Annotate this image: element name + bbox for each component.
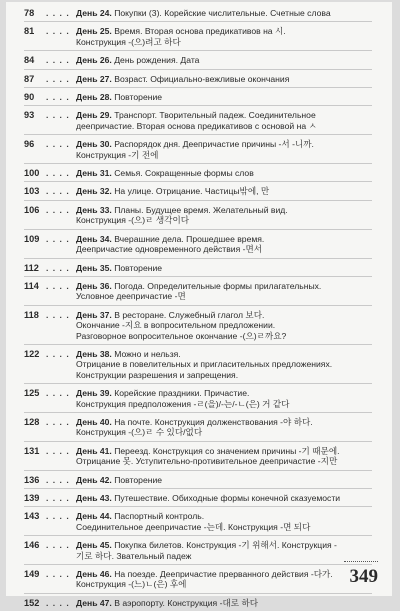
toc-entry-line [76, 331, 372, 341]
toc-entry-day: День 39. [76, 388, 112, 399]
toc-entry-page: 143 [24, 511, 40, 522]
toc-entry-content [76, 310, 372, 341]
toc-entry-content [76, 598, 372, 608]
toc-entry-content [76, 92, 372, 102]
toc-entry-text: День рождения. Дата [114, 55, 200, 66]
toc-entry-content [76, 168, 372, 178]
toc-entry-line [76, 475, 372, 485]
toc-entry-line [76, 110, 372, 120]
toc-entry-day: День 44. [76, 511, 112, 522]
toc-entry-page: 146 [24, 540, 40, 551]
toc-entry-text: Планы. Будущее время. Желательный вид. [114, 204, 288, 215]
toc-leader-dots: . . . . [46, 445, 70, 456]
toc-entry-line [76, 291, 372, 301]
toc-entry-day: День 25. [76, 26, 112, 37]
toc-entry [24, 594, 372, 611]
toc-entry-page: 118 [24, 309, 39, 320]
toc-entry-page: 96 [24, 139, 35, 150]
toc-entry-line [76, 244, 372, 254]
toc-entry-text: Можно и нельзя. [114, 348, 181, 359]
toc-entry-day: День 35. [76, 262, 112, 273]
toc-entry-page: 78 [24, 8, 35, 18]
toc-entry-line [76, 417, 372, 427]
toc-entry-content [76, 569, 372, 590]
toc-leader-dots: . . . . [46, 569, 70, 580]
toc-entry-line [76, 540, 372, 550]
toc-entry-text: В ресторане. Служебный глагол 보다. [114, 309, 265, 320]
toc-entry-line [76, 349, 372, 359]
toc-entry-text: Повторение [114, 474, 163, 485]
toc-entry-text: Конструкции разрешения и запрещения. [76, 369, 239, 380]
toc-entry-line [76, 579, 372, 589]
toc-entry-text: Покупки (3). Корейские числительные. Счетные слова [114, 8, 331, 18]
toc-entry-content [76, 475, 372, 485]
toc-entry-text: Конструкция -기 전에 [76, 149, 159, 160]
toc-entry-content [76, 234, 372, 255]
toc-entry [24, 413, 372, 442]
toc-entry-text: Конструкция -(느)ㄴ(은) 후에 [76, 579, 187, 590]
toc-leader-dots: . . . . [46, 262, 70, 273]
toc-leader-dots: . . . . [46, 55, 70, 66]
toc-entry [24, 259, 372, 277]
toc-entry-text: Конструкция -(으)ㄹ 수 있다/없다 [76, 427, 203, 438]
toc-entry-line [76, 186, 372, 196]
toc-leader-dots: . . . . [46, 309, 70, 320]
toc-entry-text: На улице. Отрицание. Частицы밖에, 만 [114, 186, 270, 197]
toc-entry-text: Покупка билетов. Конструкция -기 위해서. Конструкция - [114, 540, 337, 551]
toc-entry-line [76, 511, 372, 521]
toc-entry-line [76, 427, 372, 437]
toc-entry [24, 345, 372, 384]
toc-entry-content [76, 139, 372, 160]
toc-entry-line [76, 493, 372, 503]
toc-entry-text: Соединительное деепричастие -는데. Конструкция -면 되다 [76, 521, 311, 532]
toc-entry-page: 152 [24, 597, 40, 608]
toc-entry-content [76, 186, 372, 196]
toc-entry-content [76, 388, 372, 409]
toc-entry-day: День 32. [76, 186, 112, 197]
toc-entry-line [76, 446, 372, 456]
toc-entry-content [76, 74, 372, 84]
toc-entry-day: День 26. [76, 55, 112, 66]
toc-leader-dots: . . . . [46, 388, 70, 399]
book-page [6, 2, 392, 608]
toc-entry-content [76, 511, 372, 532]
toc-entry-page: 100 [24, 168, 40, 179]
toc-entry-day: День 33. [76, 204, 112, 215]
toc-entry-page: 109 [24, 233, 40, 244]
toc-entry-line [76, 8, 372, 18]
toc-entry-day: День 38. [76, 348, 112, 359]
toc-entry-day: День 42. [76, 474, 112, 485]
toc-entry-text: Деепричастие одновременного действия -면서 [76, 244, 263, 255]
toc-entry-text: Разговорное вопросительное окончание -(으)ㄹ까요? [76, 330, 287, 341]
toc-entry-line [76, 598, 372, 608]
toc-entry [24, 22, 372, 51]
toc-leader-dots: . . . . [46, 511, 70, 522]
toc-entry-text: Транспорт. Творительный падеж. Соединительное [114, 110, 316, 121]
toc-entry-line [76, 310, 372, 320]
toc-entry-content [76, 205, 372, 226]
toc-entry [24, 536, 372, 565]
toc-entry-line [76, 370, 372, 380]
toc-entry-text: Конструкция -(으)ㄹ 생각이다 [76, 215, 190, 226]
toc-entry-line [76, 234, 372, 244]
toc-entry [24, 135, 372, 164]
toc-entry-page: 114 [24, 280, 39, 291]
toc-entry [24, 230, 372, 259]
toc-entry [24, 442, 372, 471]
toc-entry-day: День 28. [76, 92, 112, 103]
toc-entry-line [76, 263, 372, 273]
toc-entry-text: В аэропорту. Конструкция -대로 하다 [114, 597, 259, 608]
toc-entry-page: 84 [24, 55, 35, 66]
toc-leader-dots: . . . . [46, 8, 70, 18]
toc-entry-text: Конструкция предположения -ㄹ(을)/-는/-ㄴ(은) 거 같다 [76, 398, 290, 409]
toc-entry-text: Повторение [114, 262, 163, 273]
toc-leader-dots: . . . . [46, 204, 70, 215]
toc-entry-day: День 41. [76, 445, 112, 456]
toc-entry-day: День 43. [76, 493, 112, 503]
toc-entry [24, 164, 372, 182]
toc-entry-line [76, 456, 372, 466]
toc-entry-page: 139 [24, 493, 40, 503]
toc-entry-page: 81 [24, 26, 35, 37]
toc-entry-line [76, 320, 372, 330]
toc-leader-dots: . . . . [46, 186, 70, 197]
toc-entry-content [76, 26, 372, 47]
toc-entry-page: 131 [24, 445, 40, 456]
toc-entry-text: 기로 하다. Звательный падеж [76, 550, 192, 561]
toc-entry-day: День 36. [76, 280, 112, 291]
toc-entry-page: 136 [24, 474, 40, 485]
toc-leader-dots: . . . . [46, 280, 70, 291]
toc-entry [24, 4, 372, 22]
toc-entry-line [76, 569, 372, 579]
toc-entry-day: День 37. [76, 309, 112, 320]
toc-entry [24, 384, 372, 413]
toc-leader-dots: . . . . [46, 26, 70, 37]
toc-leader-dots: . . . . [46, 474, 70, 485]
toc-entry-text: Возраст. Официально-вежливые окончания [114, 73, 290, 84]
toc-entry-line [76, 215, 372, 225]
toc-entry-text: Отрицание 못. Уступительно-противительное деепричастие -지만 [76, 456, 338, 467]
toc-entry-day: День 30. [76, 139, 112, 150]
toc-leader-dots: . . . . [46, 139, 70, 150]
toc-entry-text: Вчерашние дела. Прошедшее время. [114, 233, 265, 244]
toc-entry-line [76, 281, 372, 291]
toc-entry-day: День 24. [76, 8, 112, 18]
toc-entry-day: День 40. [76, 416, 112, 427]
toc-entry-line [76, 121, 372, 131]
toc-entry-content [76, 55, 372, 65]
toc-entry-text: Конструкция -(으)려고 하다 [76, 36, 181, 47]
toc-entry-text: Распорядок дня. Деепричастие причины -서 -니까. [114, 139, 314, 150]
toc-entry-line [76, 26, 372, 36]
toc-entry-line [76, 551, 372, 561]
toc-entry [24, 507, 372, 536]
toc-leader-dots: . . . . [46, 540, 70, 551]
toc-entry-line [76, 359, 372, 369]
toc-entry [24, 565, 372, 594]
toc-entry-text: Путешествие. Обиходные формы конечной сказуемости [114, 493, 341, 503]
toc-entry-content [76, 263, 372, 273]
toc-entry-content [76, 493, 372, 503]
toc-leader-dots: . . . . [46, 233, 70, 244]
toc-entry-text: На почте. Конструкция долженствования -야 하다. [114, 416, 313, 427]
toc-entry [24, 471, 372, 489]
toc-entry [24, 306, 372, 345]
toc-entry-line [76, 168, 372, 178]
toc-entry-text: Отрицание в повелительных и пригласительных предложениях. [76, 359, 333, 370]
toc-entry-line [76, 399, 372, 409]
toc-entry-page: 87 [24, 73, 35, 84]
toc-entry-line [76, 92, 372, 102]
toc-entry-text: Семья. Сокращенные формы слов [114, 168, 254, 179]
toc-entry-page: 122 [24, 348, 40, 359]
toc-entry-text: Погода. Определительные формы прилагательных. [114, 280, 322, 291]
toc-entry-line [76, 74, 372, 84]
toc-leader-dots: . . . . [46, 73, 70, 84]
toc-entry-text: Условное деепричастие -면 [76, 291, 186, 302]
toc-entry-text: Повторение [114, 92, 163, 103]
page-number: 349 [349, 566, 378, 587]
toc-entry-text: На поезде. Деепричастие прерванного действия -다가. [114, 569, 333, 580]
toc-entry-page: 106 [24, 204, 40, 215]
toc-entry-text: Переезд. Конструкция со значением причины -기 때문에. [114, 445, 340, 456]
toc-entry-day: День 34. [76, 233, 112, 244]
toc-entry-line [76, 139, 372, 149]
toc-entry-day: День 45. [76, 540, 112, 551]
toc-entry-day: День 29. [76, 110, 112, 121]
toc-entry-content [76, 446, 372, 467]
toc-entry-day: День 47. [76, 597, 112, 608]
toc-entry [24, 489, 372, 507]
toc-entry-text: деепричастие. Вторая основа предикативов с основой на ㅅ [76, 120, 317, 131]
toc-leader-dots: . . . . [46, 348, 70, 359]
toc-leader-dots: . . . . [46, 597, 70, 608]
toc-entry-line [76, 150, 372, 160]
toc-entry-day: День 27. [76, 73, 112, 84]
toc-entry-day: День 31. [76, 168, 112, 179]
toc-entry-content [76, 8, 372, 18]
table-of-contents [24, 4, 372, 611]
toc-entry-line [76, 55, 372, 65]
toc-entry-page: 112 [24, 262, 39, 273]
toc-leader-dots: . . . . [46, 168, 70, 179]
toc-entry-line [76, 37, 372, 47]
toc-entry-content [76, 281, 372, 302]
toc-entry-page: 125 [24, 388, 40, 399]
toc-entry-line [76, 205, 372, 215]
toc-entry-text: Паспортный контроль. [114, 511, 205, 522]
toc-entry-page: 93 [24, 110, 35, 121]
toc-entry-page: 149 [24, 569, 40, 580]
toc-entry-text: Корейские праздники. Причастие. [114, 388, 250, 399]
toc-entry-page: 128 [24, 416, 40, 427]
toc-entry-content [76, 417, 372, 438]
toc-leader-dots: . . . . [46, 493, 70, 503]
toc-leader-dots: . . . . [46, 110, 70, 121]
toc-leader-dots: . . . . [46, 92, 70, 103]
toc-leader-dots: . . . . [46, 416, 70, 427]
toc-entry-content [76, 110, 372, 131]
toc-entry-page: 103 [24, 186, 40, 197]
toc-entry [24, 88, 372, 106]
toc-entry [24, 201, 372, 230]
toc-entry [24, 277, 372, 306]
toc-entry-line [76, 388, 372, 398]
toc-entry [24, 182, 372, 200]
page-number-rule [344, 561, 378, 564]
toc-entry-page: 90 [24, 92, 35, 103]
toc-entry [24, 70, 372, 88]
toc-entry-content [76, 349, 372, 380]
toc-entry [24, 51, 372, 69]
toc-entry-line [76, 522, 372, 532]
toc-entry-content [76, 540, 372, 561]
toc-entry-text: Окончание -지요 в вопросительном предложении. [76, 320, 276, 331]
toc-entry-text: Время. Вторая основа предикативов на 시. [114, 26, 286, 37]
toc-entry [24, 106, 372, 135]
toc-entry-day: День 46. [76, 569, 112, 580]
